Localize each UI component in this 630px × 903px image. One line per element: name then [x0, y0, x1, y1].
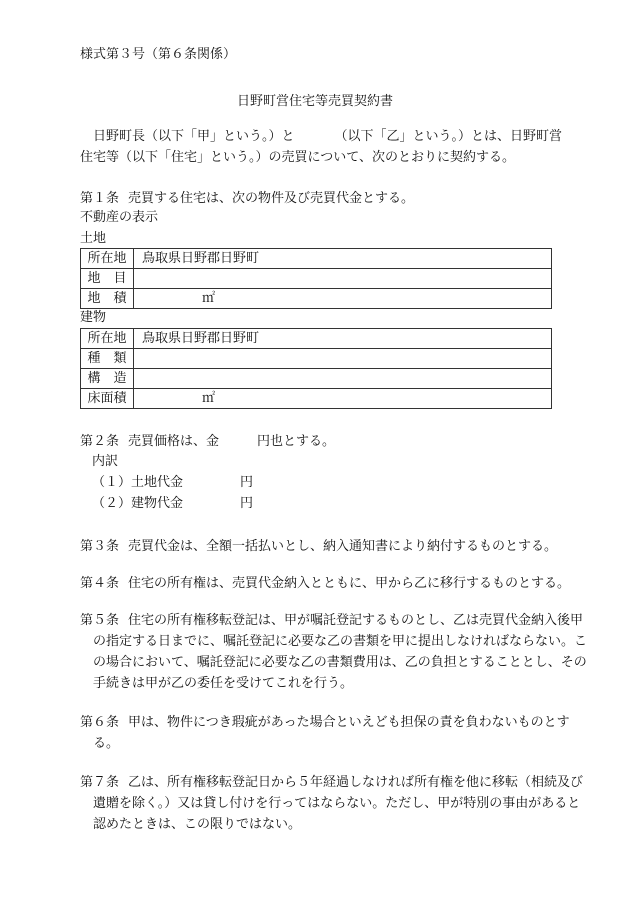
land-table — [80, 248, 552, 309]
article-2 — [80, 431, 589, 452]
article-3-label: 第３条 — [80, 539, 120, 554]
article-4-text: 住宅の所有権は、売買代金納入とともに、甲から乙に移行するものとする。 — [128, 576, 571, 591]
table-row — [81, 249, 552, 269]
table-row — [81, 269, 552, 289]
property-display-label: 不動産の表示 — [80, 210, 159, 225]
building-floor-area-cell — [134, 389, 552, 409]
building-price-label: （２）建物代金 — [92, 496, 184, 511]
land-area-key: 地 積 — [81, 289, 134, 309]
building-floor-area-unit: ㎡ — [202, 391, 216, 406]
land-category-key: 地 目 — [81, 269, 134, 289]
building-table — [80, 328, 552, 409]
article-1-text: 売買する住宅は、次の物件及び売買代金とする。 — [128, 191, 415, 206]
article-1-label: 第１条 — [80, 191, 120, 206]
article-3-text: 売買代金は、全額一括払いとし、納入通知書により納付するものとする。 — [128, 539, 558, 554]
building-type-key: 種 類 — [81, 349, 134, 369]
document-title: 日野町営住宅等売買契約書 — [236, 94, 393, 109]
building-price-unit: 円 — [240, 496, 254, 511]
article-4 — [80, 573, 589, 594]
intro-text-2: （以下「乙」という。）とは、日野町営住宅等（以下「住宅」という。）の売買について、次のとおりに契約する。 — [80, 129, 563, 165]
article-1 — [80, 188, 589, 209]
building-structure-value — [134, 369, 552, 389]
article-7 — [80, 772, 589, 835]
breakdown-item-building — [92, 494, 254, 514]
article-2-text-prefix: 売買価格は、金 — [128, 434, 220, 449]
land-location-value: 鳥取県日野郡日野町 — [134, 249, 552, 269]
building-location-value: 鳥取県日野郡日野町 — [134, 329, 552, 349]
table-row — [81, 329, 552, 349]
breakdown-item-land — [92, 473, 254, 493]
article-7-label: 第７条 — [80, 775, 120, 790]
table-row — [81, 389, 552, 409]
form-number: 様式第３号（第６条関係） — [80, 47, 237, 62]
article-2-label: 第２条 — [80, 434, 120, 449]
article-2-text-suffix: 円也とする。 — [257, 434, 336, 449]
article-5-text: 住宅の所有権移転登記は、甲が嘱託登記するものとし、乙は売買代金納入後甲の指定する日までに、嘱託登記に必要な乙の書類を甲に提出しなければならない。この場合において、嘱託登記に必要な乙の書類費用は、乙の負担とすることとし、その手続きは甲が乙の委任を受けてこれを行う。 — [93, 613, 588, 691]
table-row — [81, 349, 552, 369]
land-category-value — [134, 269, 552, 289]
land-price-unit: 円 — [240, 475, 254, 490]
building-heading: 建物 — [80, 310, 107, 325]
article-4-label: 第４条 — [80, 576, 120, 591]
building-structure-key: 構 造 — [81, 369, 134, 389]
land-price-label: （１）土地代金 — [92, 475, 184, 490]
article-7-text: 乙は、所有権移転登記日から５年経過しなければ所有権を他に移転（相続及び遺贈を除く。）又は貸し付けを行ってはならない。ただし、甲が特別の事由があると認めたときは、この限りではない。 — [93, 775, 584, 832]
table-row — [81, 369, 552, 389]
article-5 — [80, 610, 589, 694]
article-5-label: 第５条 — [80, 613, 120, 628]
land-area-cell — [134, 289, 552, 309]
intro-paragraph — [80, 126, 572, 168]
building-floor-area-key: 床面積 — [81, 389, 134, 409]
table-row — [81, 289, 552, 309]
land-heading: 土地 — [80, 231, 107, 246]
building-location-key: 所在地 — [81, 329, 134, 349]
article-6-label: 第６条 — [80, 715, 120, 730]
article-6-text: 甲は、物件につき瑕疵があった場合といえども担保の責を負わないものとする。 — [93, 715, 570, 751]
intro-text-1: 日野町長（以下「甲」という。）と — [93, 129, 295, 144]
land-location-key: 所在地 — [81, 249, 134, 269]
breakdown-label: 内訳 — [92, 454, 119, 469]
building-type-value — [134, 349, 552, 369]
article-6 — [80, 712, 589, 754]
land-area-unit: ㎡ — [202, 291, 216, 306]
article-3 — [80, 536, 589, 557]
